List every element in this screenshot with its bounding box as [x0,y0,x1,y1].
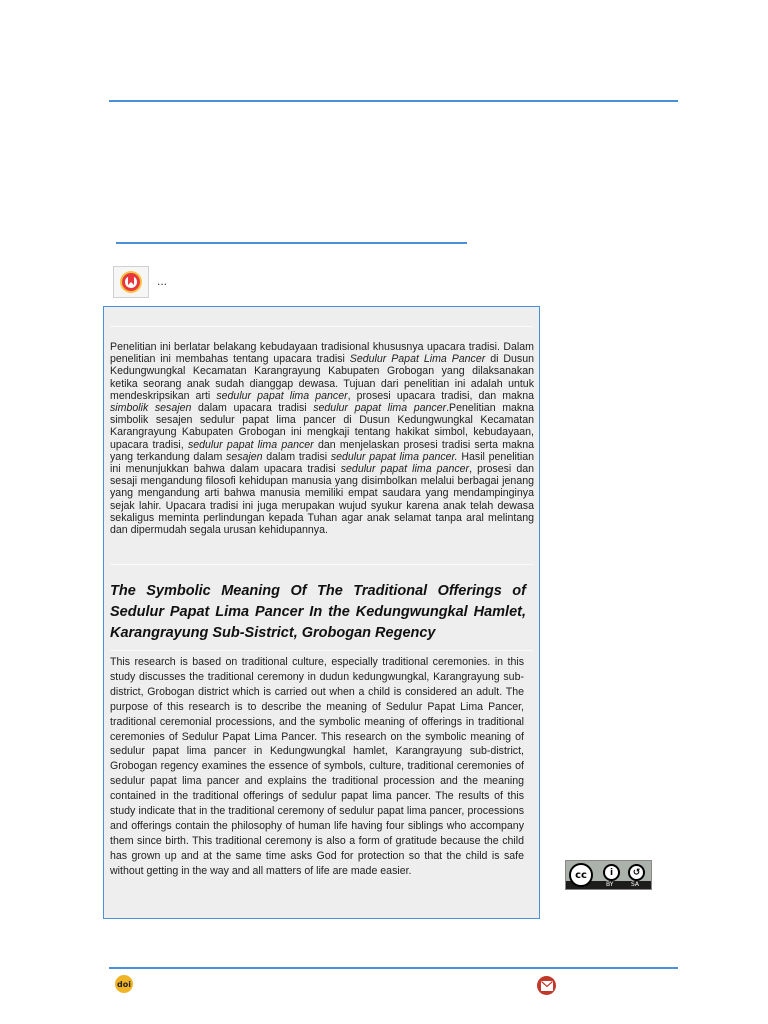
abstract-text-segment: , prosesi upacara tradisi, dan makna [347,389,535,402]
abstract-text-segment: .Penelitian makna simbolik sesajen sedulur papat lima pancer di Dusun Kedungwungkal Kecamatan Karangrayung Kabupaten Grobogan ini mengkaji tentang hakikat simbol, kebudayaan, upacara tradisi, [110,402,534,451]
abstract-indonesian [110,341,534,536]
box-divider [110,564,533,565]
box-divider [110,650,533,651]
abstract-italic-term: sesajen [226,450,263,463]
abstract-italic-term: sedulur papat lima pancer [340,463,470,476]
abstract-italic-term: sedulur papat lima pancer [313,402,447,415]
abstract-italic-term: Sedulur Papat Lima Pancer [349,353,486,366]
doi-icon[interactable] [115,975,133,993]
abstract-italic-term: sedulur papat lima pancer. [330,450,458,463]
header-rule [109,100,678,102]
cc-logo-text: cc [575,869,587,881]
abstract-text-segment: dalam upacara tradisi [191,402,314,415]
attribution-icon: i [603,864,620,881]
abstract-italic-term: sedulur papat lima pancer [216,389,348,402]
abstract-box [103,306,540,919]
abstract-text-segment: , prosesi dan sesaji mengandung filosofi kehidupan manusia yang disimbolkan melalui berbagai jenang yang mengandung arti bahwa manusia memiliki empat saudara yang mendampinginya sejak lahir. Upacara tradisi ini juga merupakan wujud syukur karena anak telah dewasa sekaligus meminta perlindungan kepada Tuhan agar anak selamat tanpa aral melintang dan dipermudah segala urusan kehidupannya. [110,463,534,537]
abstract-text-segment: Penelitian ini berlatar belakang kebudayaan tradisional khususnya upacara tradisi. Dalam penelitian ini membahas tentang upacara tradisi [110,341,534,366]
box-divider [110,326,533,327]
abstract-italic-term: sedulur papat lima pancer [187,438,314,451]
abstract-text-segment: di Dusun Kedungwungkal Kecamatan Karangrayung Kabupaten Grobogan yang dilaksanakan ketika seorang anak sudah dianggap dewasa. Tujuan dari penelitian ini adalah untuk mendeskripsikan arti [110,353,534,402]
article-title-english: The Symbolic Meaning Of The Traditional Offerings of Sedulur Papat Lima Pancer In the Kedungwungkal Hamlet, Karangrayung Sub-Sistrict, Grobogan Regency [110,583,526,641]
share-alike-icon: ↺ [628,864,645,881]
email-icon[interactable] [537,976,556,995]
crossmark-bookmark-icon[interactable] [113,266,149,298]
abstract-text-segment: Hasil penelitian ini menunjukkan bahwa dalam upacara tradisi [110,450,534,476]
abstract-italic-term: simbolik sesajen [110,402,192,415]
cc-by-sa-license-badge[interactable] [565,860,652,890]
cc-logo-icon [569,863,593,887]
by-label: BY [606,881,614,888]
abstract-english: This research is based on traditional culture, especially traditional ceremonies. in this study discusses the traditional ceremony in dudun kedungwungkal, Karangrayung sub-district, Grobogan district which is carried out when a child is considered an adult. The purpose of this research is to describe the meaning of Sedulur Papat Lima Pancer, traditional ceremonial processions, and the symbolic meaning of offerings in traditional ceremonies of Sedulur Papat Lima Pancer. This research on the symbolic meaning of sedulur papat lima pancer in Kedungwungkal hamlet, Karangrayung sub-district, Grobogan regency examines the essence of symbols, culture, traditional ceremonies of sedulur papat lima pancer and explains the traditional procession and the meaning contained in the traditional offerings of sedulur papat lima pancer. The results of this study indicate that in the traditional ceremony of sedulur papat lima pancer, processions and offerings contain the philosophy of human life having four siblings who accompany them since birth. This traditional ceremony is also a form of gratitude because the child has grown up and at the same time asks God for protection so that the child is safe without getting in the way and all matters of life are made easier. [110,656,524,877]
abstract-text-segment: dalam tradisi [262,450,331,463]
more-indicator: ... [157,274,168,288]
sa-label: SA [631,881,640,888]
footer-rule [109,967,678,969]
doi-label: doi [117,979,131,989]
abstract-text-segment: dan menjelaskan prosesi tradisi serta makna yang terkandung dalam [110,438,534,463]
title-underline-rule [116,242,467,244]
